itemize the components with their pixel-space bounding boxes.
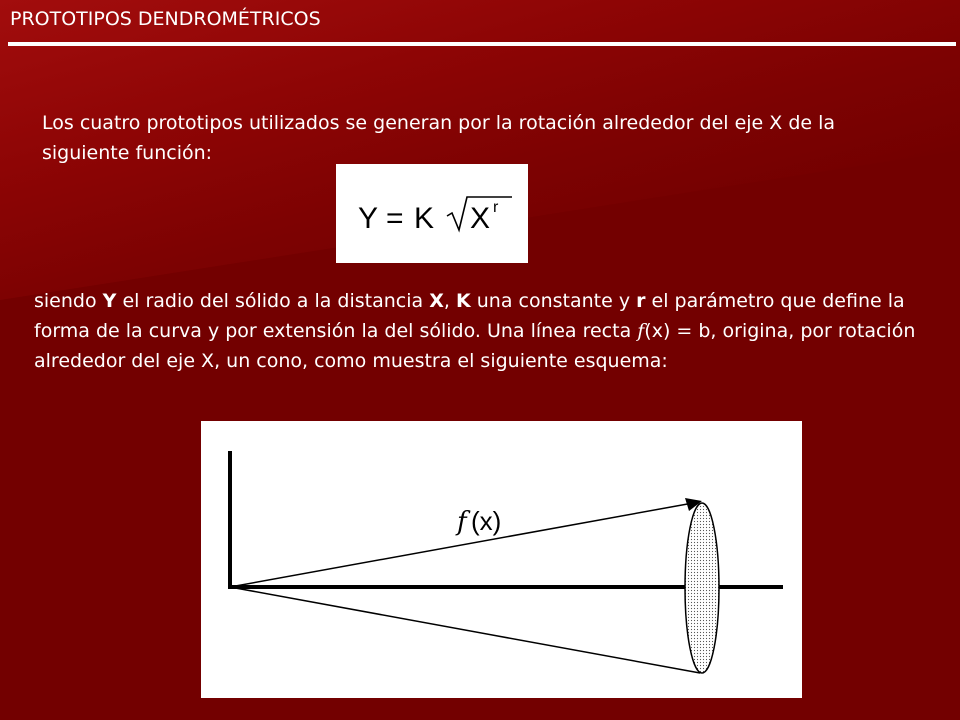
formula-x: X (470, 202, 491, 235)
function-label-f: f (457, 507, 467, 537)
formula-k: K (414, 202, 435, 235)
cone-lower-line (230, 587, 700, 673)
page-title: PROTOTIPOS DENDROMÉTRICOS (10, 8, 321, 30)
formula-y: Y (358, 202, 379, 235)
title-underline (8, 42, 956, 46)
formula-image (336, 164, 528, 263)
intro-paragraph: Los cuatro prototipos utilizados se generan por la rotación alrededor del eje X de la siguiente función: (42, 112, 836, 164)
formula-equals: = (386, 202, 404, 235)
formula-exponent: r (493, 199, 499, 216)
symbol-k: K (455, 290, 471, 312)
symbol-f: f (637, 320, 645, 342)
cone-base-ellipse (685, 503, 719, 673)
description-paragraph: siendo Y el radio del sólido a la distancia X, K una constante y r el parámetro que define la forma de la curva y por extensión la del sólido. Una línea recta f(x) = b, origina, por rotación alrededor del eje X, un cono, como muestra el siguiente esquema: (34, 290, 916, 372)
symbol-x: X (429, 290, 444, 312)
function-label-arg: (x) (471, 506, 502, 536)
cone-diagram (201, 421, 802, 698)
symbol-r: r (636, 290, 646, 312)
symbol-y: Y (102, 290, 117, 312)
